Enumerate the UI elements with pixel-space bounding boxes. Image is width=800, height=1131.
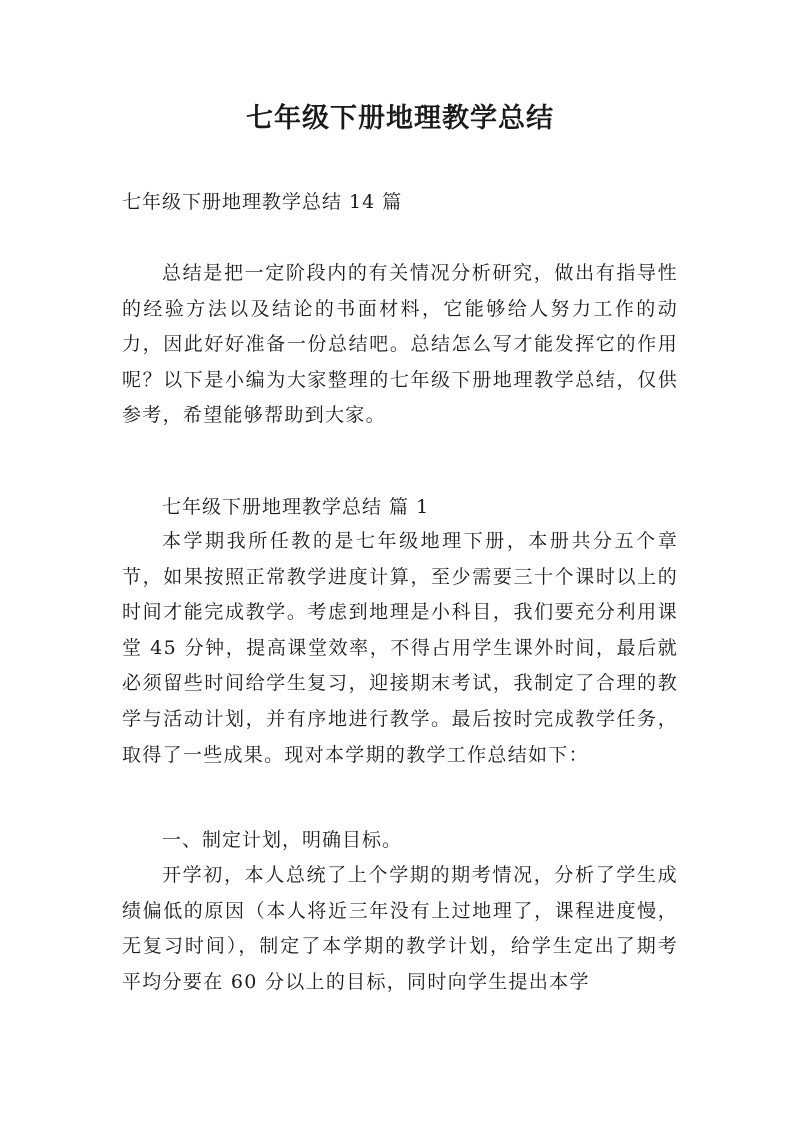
document-title: 七年级下册地理教学总结 — [246, 103, 554, 134]
body-paragraph: 本学期我所任教的是七年级地理下册，本册共分五个章节，如果按照正常教学进度计算，至少需要三十个课时以上的时间才能完成教学。考虑到地理是小科目，我们要充分利用课堂 45 分钟，提高课堂效率，不得占用学生课外时间，最后就必须留些时间给学生复习，迎接期末考试，我制定了合理的教学与活动计划，并有序地进行教学。最后按时完成教学任务，取得了一些成果。现对本学期的教学工作总结如下： — [122, 530, 678, 766]
section-heading: 七年级下册地理教学总结 篇 1 — [162, 496, 430, 518]
point-heading: 一、制定计划，明确目标。 — [162, 829, 403, 851]
body-paragraph: 开学初，本人总统了上个学期的期考情况，分析了学生成绩偏低的原因（本人将近三年没有上过地理了，课程进度慢，无复习时间），制定了本学期的教学计划，给学生定出了期考平均分要在 60 分以上的目标，同时向学生提出本学 — [122, 864, 678, 993]
intro-paragraph: 总结是把一定阶段内的有关情况分析研究，做出有指导性的经验方法以及结论的书面材料，它能够给人努力工作的动力，因此好好准备一份总结吧。总结怎么写才能发挥它的作用呢？以下是小编为大家整理的七年级下册地理教学总结，仅供参考，希望能够帮助到大家。 — [122, 262, 678, 427]
document-subtitle: 七年级下册地理教学总结 14 篇 — [122, 191, 403, 213]
